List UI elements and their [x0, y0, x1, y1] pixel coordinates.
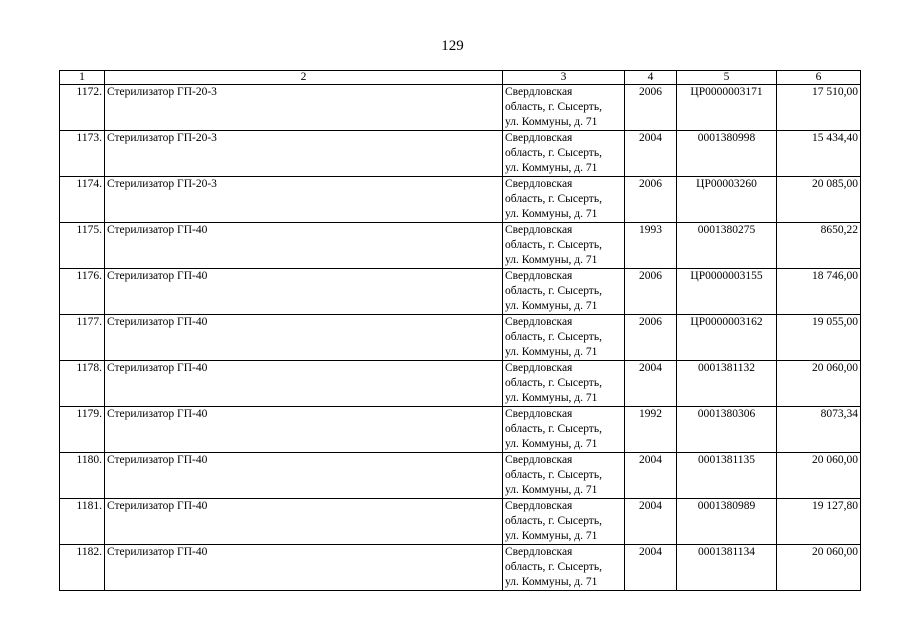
- address-line: ул. Коммуны, д. 71: [505, 576, 598, 588]
- address-cell: [503, 177, 625, 223]
- row-number-cell: 1174.: [60, 177, 105, 223]
- address-line: Свердловская: [505, 316, 573, 328]
- item-name-cell: Стерилизатор ГП-40: [105, 453, 503, 499]
- header-row: [60, 71, 861, 85]
- cost-cell: 20 085,00: [777, 177, 861, 223]
- address-line: область, г. Сысерть,: [505, 101, 602, 113]
- address-line: область, г. Сысерть,: [505, 147, 602, 159]
- address-line: Свердловская: [505, 86, 573, 98]
- address-line: Свердловская: [505, 270, 573, 282]
- table-row: [60, 85, 861, 131]
- inventory-code-cell: 0001380275: [677, 223, 777, 269]
- address-cell: [503, 545, 625, 591]
- item-name-cell: Стерилизатор ГП-40: [105, 315, 503, 361]
- address-line: Свердловская: [505, 224, 573, 236]
- address-line: Свердловская: [505, 546, 573, 558]
- row-number-cell: 1181.: [60, 499, 105, 545]
- address-line: ул. Коммуны, д. 71: [505, 300, 598, 312]
- inventory-code-cell: 0001380998: [677, 131, 777, 177]
- year-cell: 2006: [625, 177, 677, 223]
- address-line: ул. Коммуны, д. 71: [505, 254, 598, 266]
- address-cell: [503, 499, 625, 545]
- address-line: Свердловская: [505, 454, 573, 466]
- row-number-cell: 1173.: [60, 131, 105, 177]
- address-cell: [503, 131, 625, 177]
- row-number-cell: 1176.: [60, 269, 105, 315]
- inventory-code-cell: ЦР0000003162: [677, 315, 777, 361]
- item-name-cell: Стерилизатор ГП-40: [105, 223, 503, 269]
- item-name-cell: Стерилизатор ГП-40: [105, 545, 503, 591]
- address-cell: [503, 407, 625, 453]
- row-number-cell: 1182.: [60, 545, 105, 591]
- table-row: [60, 131, 861, 177]
- row-number-cell: 1175.: [60, 223, 105, 269]
- address-cell: [503, 361, 625, 407]
- inventory-code-cell: 0001380989: [677, 499, 777, 545]
- table-row: [60, 499, 861, 545]
- address-line: область, г. Сысерть,: [505, 469, 602, 481]
- column-header: 4: [625, 71, 677, 85]
- row-number-cell: 1180.: [60, 453, 105, 499]
- table-row: [60, 407, 861, 453]
- year-cell: 2004: [625, 545, 677, 591]
- address-line: ул. Коммуны, д. 71: [505, 530, 598, 542]
- item-name-cell: Стерилизатор ГП-20-3: [105, 131, 503, 177]
- cost-cell: 18 746,00: [777, 269, 861, 315]
- address-line: область, г. Сысерть,: [505, 423, 602, 435]
- cost-cell: 20 060,00: [777, 361, 861, 407]
- address-line: область, г. Сысерть,: [505, 377, 602, 389]
- year-cell: 1992: [625, 407, 677, 453]
- table-row: [60, 315, 861, 361]
- address-line: ул. Коммуны, д. 71: [505, 438, 598, 450]
- item-name-cell: Стерилизатор ГП-40: [105, 407, 503, 453]
- item-name-cell: Стерилизатор ГП-20-3: [105, 85, 503, 131]
- address-line: Свердловская: [505, 500, 573, 512]
- page-number: 129: [441, 38, 464, 54]
- address-line: Свердловская: [505, 408, 573, 420]
- cost-cell: 15 434,40: [777, 131, 861, 177]
- address-line: Свердловская: [505, 362, 573, 374]
- column-header: 1: [60, 71, 105, 85]
- year-cell: 2004: [625, 453, 677, 499]
- year-cell: 1993: [625, 223, 677, 269]
- inventory-code-cell: ЦР0000003171: [677, 85, 777, 131]
- item-name-cell: Стерилизатор ГП-40: [105, 361, 503, 407]
- row-number-cell: 1178.: [60, 361, 105, 407]
- cost-cell: 19 055,00: [777, 315, 861, 361]
- row-number-cell: 1179.: [60, 407, 105, 453]
- year-cell: 2006: [625, 269, 677, 315]
- address-line: область, г. Сысерть,: [505, 285, 602, 297]
- column-header: 6: [777, 71, 861, 85]
- inventory-table: [59, 70, 861, 591]
- table-row: [60, 269, 861, 315]
- year-cell: 2004: [625, 499, 677, 545]
- cost-cell: 19 127,80: [777, 499, 861, 545]
- address-line: ул. Коммуны, д. 71: [505, 392, 598, 404]
- column-header: 3: [503, 71, 625, 85]
- year-cell: 2006: [625, 315, 677, 361]
- cost-cell: 8650,22: [777, 223, 861, 269]
- address-cell: [503, 269, 625, 315]
- address-cell: [503, 453, 625, 499]
- address-line: область, г. Сысерть,: [505, 515, 602, 527]
- inventory-code-cell: ЦР00003260: [677, 177, 777, 223]
- cost-cell: 20 060,00: [777, 453, 861, 499]
- year-cell: 2006: [625, 85, 677, 131]
- address-cell: [503, 223, 625, 269]
- cost-cell: 17 510,00: [777, 85, 861, 131]
- item-name-cell: Стерилизатор ГП-40: [105, 499, 503, 545]
- table-row: [60, 361, 861, 407]
- inventory-code-cell: 0001381135: [677, 453, 777, 499]
- table-row: [60, 223, 861, 269]
- address-line: область, г. Сысерть,: [505, 239, 602, 251]
- table-row: [60, 177, 861, 223]
- item-name-cell: Стерилизатор ГП-20-3: [105, 177, 503, 223]
- address-cell: [503, 315, 625, 361]
- year-cell: 2004: [625, 361, 677, 407]
- inventory-code-cell: ЦР0000003155: [677, 269, 777, 315]
- inventory-code-cell: 0001381134: [677, 545, 777, 591]
- table-row: [60, 453, 861, 499]
- address-cell: [503, 85, 625, 131]
- address-line: область, г. Сысерть,: [505, 331, 602, 343]
- address-line: ул. Коммуны, д. 71: [505, 162, 598, 174]
- inventory-code-cell: 0001380306: [677, 407, 777, 453]
- address-line: Свердловская: [505, 178, 573, 190]
- item-name-cell: Стерилизатор ГП-40: [105, 269, 503, 315]
- cost-cell: 8073,34: [777, 407, 861, 453]
- address-line: Свердловская: [505, 132, 573, 144]
- address-line: ул. Коммуны, д. 71: [505, 484, 598, 496]
- table-row: [60, 545, 861, 591]
- address-line: ул. Коммуны, д. 71: [505, 346, 598, 358]
- row-number-cell: 1172.: [60, 85, 105, 131]
- address-line: область, г. Сысерть,: [505, 561, 602, 573]
- address-line: ул. Коммуны, д. 71: [505, 208, 598, 220]
- address-line: ул. Коммуны, д. 71: [505, 116, 598, 128]
- inventory-code-cell: 0001381132: [677, 361, 777, 407]
- cost-cell: 20 060,00: [777, 545, 861, 591]
- row-number-cell: 1177.: [60, 315, 105, 361]
- year-cell: 2004: [625, 131, 677, 177]
- column-header: 2: [105, 71, 503, 85]
- column-header: 5: [677, 71, 777, 85]
- address-line: область, г. Сысерть,: [505, 193, 602, 205]
